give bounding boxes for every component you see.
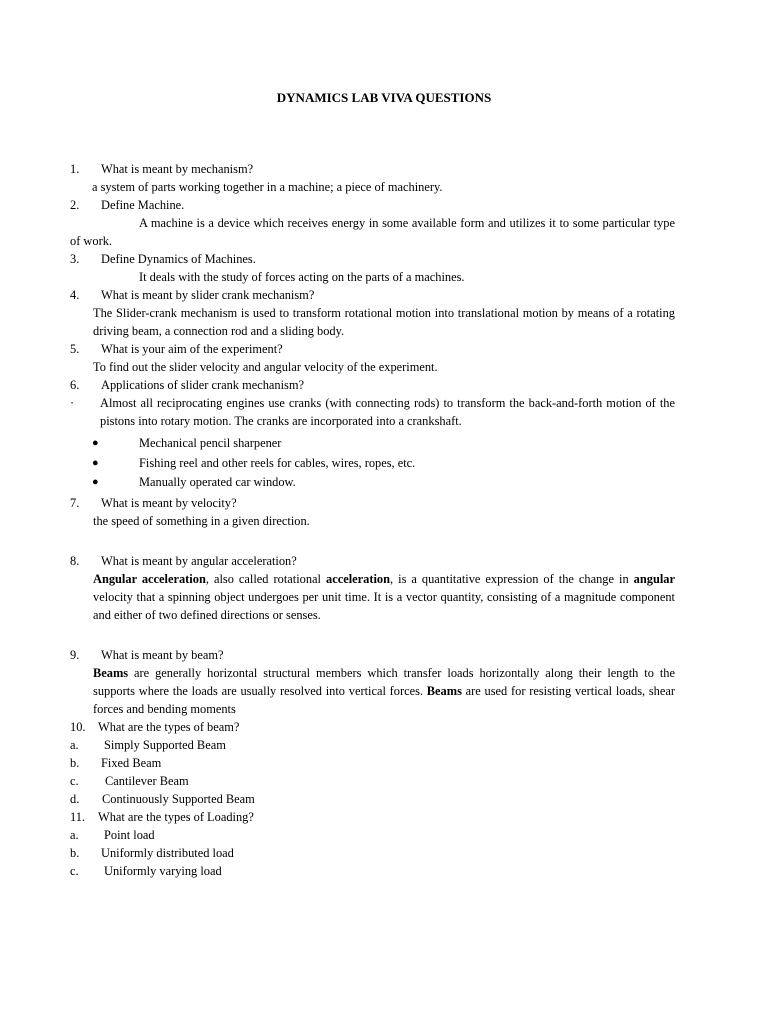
answer-7: the speed of something in a given direction. <box>93 513 310 528</box>
answer-5: To find out the slider velocity and angular velocity of the experiment. <box>93 360 438 374</box>
question-text: Define Dynamics of Machines. <box>101 252 256 266</box>
question-number: 7. <box>70 495 80 510</box>
list-item <box>70 434 675 454</box>
application-list <box>70 434 675 493</box>
list-letter: b. <box>70 845 80 860</box>
question-text: Applications of slider crank mechanism? <box>101 378 305 392</box>
list-letter: d. <box>70 791 80 806</box>
document-title: DYNAMICS LAB VIVA QUESTIONS <box>276 90 492 105</box>
list-item <box>70 790 675 808</box>
list-item-text: Uniformly distributed load <box>101 845 234 860</box>
list-item-text: Continuously Supported Beam <box>102 791 255 806</box>
question-text: What is meant by mechanism? <box>101 162 254 176</box>
question-number: 1. <box>70 162 80 176</box>
list-item <box>70 754 675 772</box>
question-4 <box>70 286 675 304</box>
question-3 <box>70 250 675 268</box>
list-item <box>70 826 675 844</box>
bold-term: angular <box>633 571 675 586</box>
list-item <box>70 772 675 790</box>
spacer <box>70 530 675 552</box>
answer-1: a system of parts working together in a machine; a piece of machinery. <box>92 180 443 194</box>
bullet-icon: ● <box>92 476 99 488</box>
answer-3: It deals with the study of forces acting on the parts of a machines. <box>139 270 465 284</box>
question-number: 5. <box>70 342 80 356</box>
list-item-text: Simply Supported Beam <box>104 737 226 752</box>
list-item-text: Manually operated car window. <box>139 475 296 489</box>
answer-8: Angular acceleration, also called rotational acceleration, is a quantitative expression of the change in angular velocity that a spinning object undergoes per unit time. It is a vector quantity, consisting of a magnitude component and either of two defined directions or senses. <box>93 571 675 622</box>
question-text: What is meant by angular acceleration? <box>101 553 297 568</box>
list-item <box>70 454 675 474</box>
dot-marker: · <box>70 396 75 410</box>
list-item <box>70 736 675 754</box>
answer-4: The Slider-crank mechanism is used to transform rotational motion into translational motion by means of a rotating driving beam, a connection rod and a sliding body. <box>93 306 675 338</box>
question-2 <box>70 196 675 214</box>
question-number: 9. <box>70 647 80 662</box>
question-1 <box>70 160 675 178</box>
question-text: What are the types of Loading? <box>98 809 254 824</box>
question-number: 11. <box>70 809 86 824</box>
list-item-text: Fixed Beam <box>101 755 162 770</box>
question-number: 3. <box>70 252 80 266</box>
question-text: Define Machine. <box>101 198 185 212</box>
bold-term: Angular acceleration <box>93 571 206 586</box>
question-text: What is meant by slider crank mechanism? <box>101 288 315 302</box>
question-number: 4. <box>70 288 80 302</box>
bold-term: acceleration <box>326 571 391 586</box>
list-letter: c. <box>70 863 79 878</box>
bold-term: Beams <box>93 665 129 680</box>
question-7 <box>70 494 675 512</box>
answer-2: A machine is a device which receives energy in some available form and utilizes it to some particular type of work. <box>70 216 675 248</box>
list-letter: a. <box>70 827 79 842</box>
answer-9: Beams are generally horizontal structural members which transfer loads horizontally along their length to the supports where the loads are usually resolved into vertical forces. Beams are used for resisting vertical loads, shear forces and bending moments <box>93 665 676 716</box>
question-number: 6. <box>70 378 80 392</box>
bullet-icon: ● <box>92 456 99 469</box>
list-letter: c. <box>70 773 79 788</box>
question-10 <box>70 718 675 736</box>
bold-term: Beams <box>426 683 462 698</box>
list-item <box>70 844 675 862</box>
question-text: What are the types of beam? <box>98 719 240 734</box>
question-9 <box>70 646 675 664</box>
bullet-icon: ● <box>92 437 99 449</box>
list-item-text: Point load <box>104 827 155 842</box>
question-5 <box>70 340 675 358</box>
list-item-text: Cantilever Beam <box>105 773 189 788</box>
spacer <box>70 624 675 646</box>
list-item-text: Mechanical pencil sharpener <box>139 436 282 450</box>
question-11 <box>70 808 675 826</box>
question-text: What is meant by beam? <box>101 647 224 662</box>
list-item-text: Uniformly varying load <box>104 863 222 878</box>
question-list <box>70 160 675 880</box>
list-item-text: Fishing reel and other reels for cables, wires, ropes, etc. <box>139 455 416 470</box>
question-8 <box>70 552 675 570</box>
question-number: 2. <box>70 198 80 212</box>
list-letter: a. <box>70 737 79 752</box>
list-item <box>70 473 675 493</box>
list-item <box>70 862 675 880</box>
question-text: What is meant by velocity? <box>101 495 237 510</box>
list-letter: b. <box>70 755 80 770</box>
question-6 <box>70 376 675 394</box>
answer-6 <box>70 394 675 430</box>
question-text: What is your aim of the experiment? <box>101 342 283 356</box>
question-number: 10. <box>70 719 86 734</box>
answer-6-text: Almost all reciprocating engines use cranks (with connecting rods) to transform the back-and-forth motion of the pistons into rotary motion. The cranks are incorporated into a crankshaft. <box>100 396 675 428</box>
question-number: 8. <box>70 553 80 568</box>
